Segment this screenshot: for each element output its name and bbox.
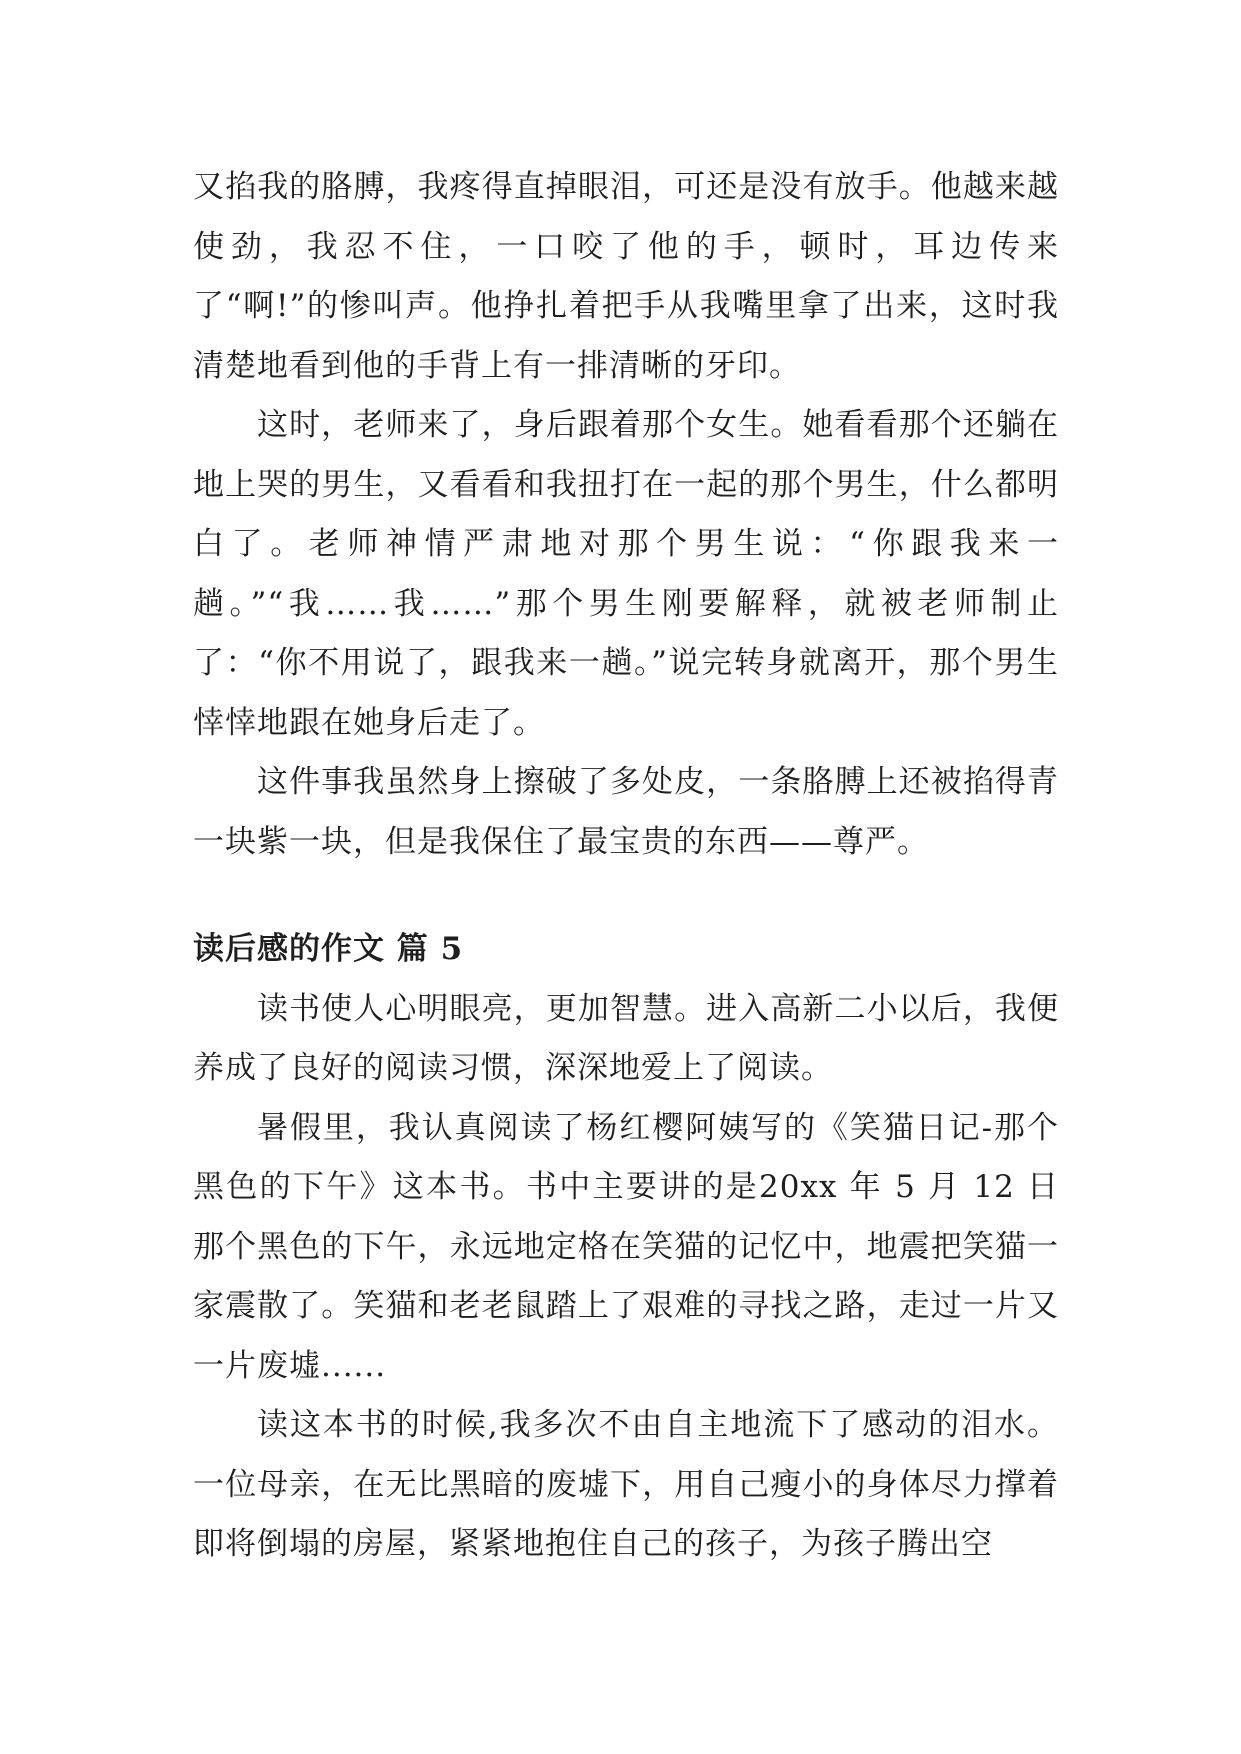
paragraph-dignity: 这件事我虽然身上擦破了多处皮，一条胳膊上还被掐得青一块紫一块，但是我保住了最宝贵的东西——尊严。 [193, 764, 1059, 860]
section-title: 读后感的作文 篇 5 [193, 931, 464, 967]
document-page [193, 158, 1059, 1575]
paragraph-reflection: 读这本书的时候,我多次不由自主地流下了感动的泪水。一位母亲，在无比黑暗的废墟下，用自己瘦小的身体尽力撑着即将倒塌的房屋，紧紧地抱住自己的孩子，为孩子腾出空 [193, 1407, 1059, 1562]
paragraph-teacher-arrives: 这时，老师来了，身后跟着那个女生。她看看那个还躺在地上哭的男生，又看看和我扭打在一起的那个男生，什么都明白了。老师神情严肃地对那个男生说：“你跟我来一趟。”“我……我……”那个男生刚要解释，就被老师制止了：“你不用说了，跟我来一趟。”说完转身就离开，那个男生悻悻地跟在她身后走了。 [193, 407, 1059, 741]
paragraph-book-summary: 暑假里，我认真阅读了杨红樱阿姨写的《笑猫日记-那个黑色的下午》这本书。书中主要讲的是20xx 年 5 月 12 日那个黑色的下午，永远地定格在笑猫的记忆中，地震把笑猫一家震散了。笑猫和老老鼠踏上了艰难的寻找之路，走过一片又一片废墟...... [193, 1109, 1059, 1384]
paragraph-reading-habit: 读书使人心明眼亮，更加智慧。进入高新二小以后，我便养成了良好的阅读习惯，深深地爱上了阅读。 [193, 990, 1059, 1086]
paragraph-continued: 又掐我的胳膊，我疼得直掉眼泪，可还是没有放手。他越来越使劲，我忍不住，一口咬了他的手，顿时，耳边传来了“啊!”的惨叫声。他挣扎着把手从我嘴里拿了出来，这时我清楚地看到他的手背上有一排清晰的牙印。 [193, 169, 1059, 384]
